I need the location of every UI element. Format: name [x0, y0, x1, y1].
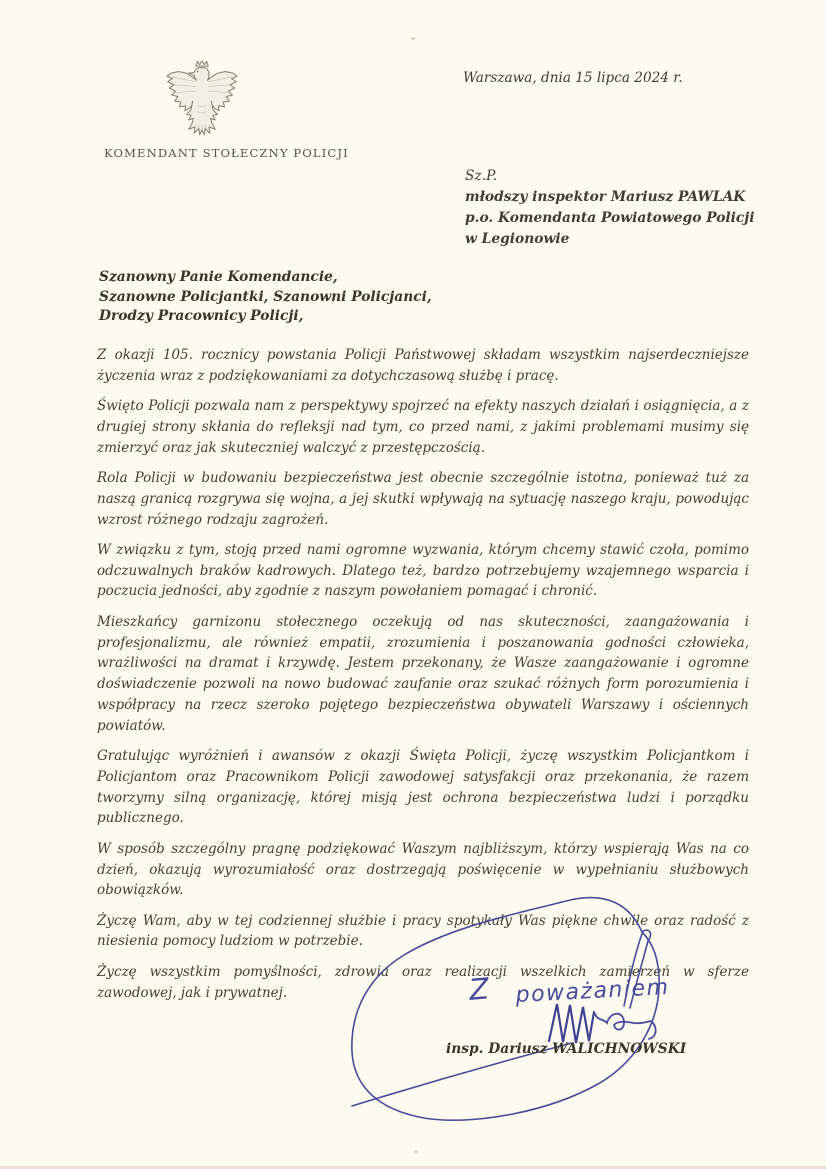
handwritten-signature: [320, 880, 710, 1130]
recipient-location: w Legionowie: [465, 231, 570, 247]
recipient-position: p.o. Komendanta Powiatowego Policji: [465, 210, 755, 226]
paragraph: Święto Policji pozwala nam z perspektywy spojrzeć na efekty naszych działań i osiągnięcia, a z drugiej strony skłania do refleksji nad tym, co przed nami, z jakimi problemami musimy się zmierzyć oraz jak skuteczniej walczyć z przestępczością.: [97, 398, 749, 456]
recipient-block: [465, 166, 755, 250]
paragraph: Mieszkańcy garnizonu stołecznego oczekują od nas skuteczności, zaangażowania i profesjonalizmu, ale również empatii, zrozumienia i poszanowania godności człowieka, wrażliwości na dramat i krzywdę. Jestem przekonany, że Wasze zaangażowanie i ogromne doświadczenie pozwoli na nowo budować zaufanie oraz szukać różnych form porozumienia i współpracy na rzecz szeroko pojętego bezpieczeństwa obywateli Warszawy i ościennych powiatów.: [97, 613, 749, 734]
paragraph: Życzę Wam, aby w tej codziennej służbie i pracy spotykały Was piękne chwile oraz radość z niesienia pomocy ludziom w potrzebie.: [97, 912, 749, 950]
sender-title: KOMENDANT STOŁECZNY POLICJI: [104, 146, 349, 160]
scan-speck: [414, 1150, 418, 1153]
salutation-line: Drodzy Pracownicy Policji,: [99, 308, 304, 325]
handwritten-z: Z: [467, 971, 491, 1007]
signer-name: insp. Dariusz WALICHNOWSKI: [446, 1041, 687, 1057]
recipient-name: młodszy inspektor Mariusz PAWLAK: [465, 189, 746, 205]
scan-speck: [411, 37, 415, 40]
salutation-block: [99, 268, 432, 327]
paragraph: W związku z tym, stoją przed nami ogromne wyzwania, którym chcemy stawić czoła, pomimo odczuwalnych braków kadrowych. Dlatego też, bardzo potrzebujemy wzajemnego wsparcia i poczucia jedności, aby zgodnie z naszym powołaniem pomagać i chronić.: [97, 541, 749, 600]
paragraph: Gratulując wyróżnień i awansów z okazji Święta Policji, życzę wszystkim Policjantkom i Policjantom oraz Pracownikom Policji zawodowej satysfakcji oraz przekonania, że razem tworzymy silną organizację, której misją jest ochrona bezpieczeństwa ludzi i porządku publicznego.: [97, 748, 749, 827]
paragraph: Życzę wszystkim pomyślności, zdrowia oraz realizacji wszelkich zamierzeń w sferze zawodowej, jak i prywatnej.: [97, 963, 749, 1001]
eagle-eye: [197, 71, 199, 73]
paragraph: Z okazji 105. rocznicy powstania Policji Państwowej składam wszystkim najserdeczniejsze życzenia wraz z podziękowaniami za dotychczasową służbę i pracę.: [97, 347, 749, 384]
paragraph: Rola Policji w budowaniu bezpieczeństwa jest obecnie szczególnie istotna, ponieważ tuż za naszą granicą rozgrywa się wojna, a jej skutki wpływają na sytuację naszego kraju, powodując wzrost różnego rodzaju zagrożeń.: [97, 469, 749, 528]
salutation-line: Szanowny Panie Komendancie,: [99, 269, 338, 285]
paragraph: W sposób szczególny pragnę podziękować Waszym najbliższym, którzy wspierają Was na co dzień, okazują wyrozumiałość oraz dostrzegają poświęcenie w wypełnianiu służbowych obowiązków.: [97, 840, 749, 899]
handwritten-powazaniem: poważaniem: [515, 974, 671, 1008]
salutation-line: Szanowne Policjantki, Szanowni Policjanci,: [99, 288, 432, 305]
polish-eagle-icon: [163, 58, 241, 146]
recipient-prefix: Sz.P.: [465, 168, 497, 184]
date-line: Warszawa, dnia 15 lipca 2024 r.: [463, 70, 683, 86]
